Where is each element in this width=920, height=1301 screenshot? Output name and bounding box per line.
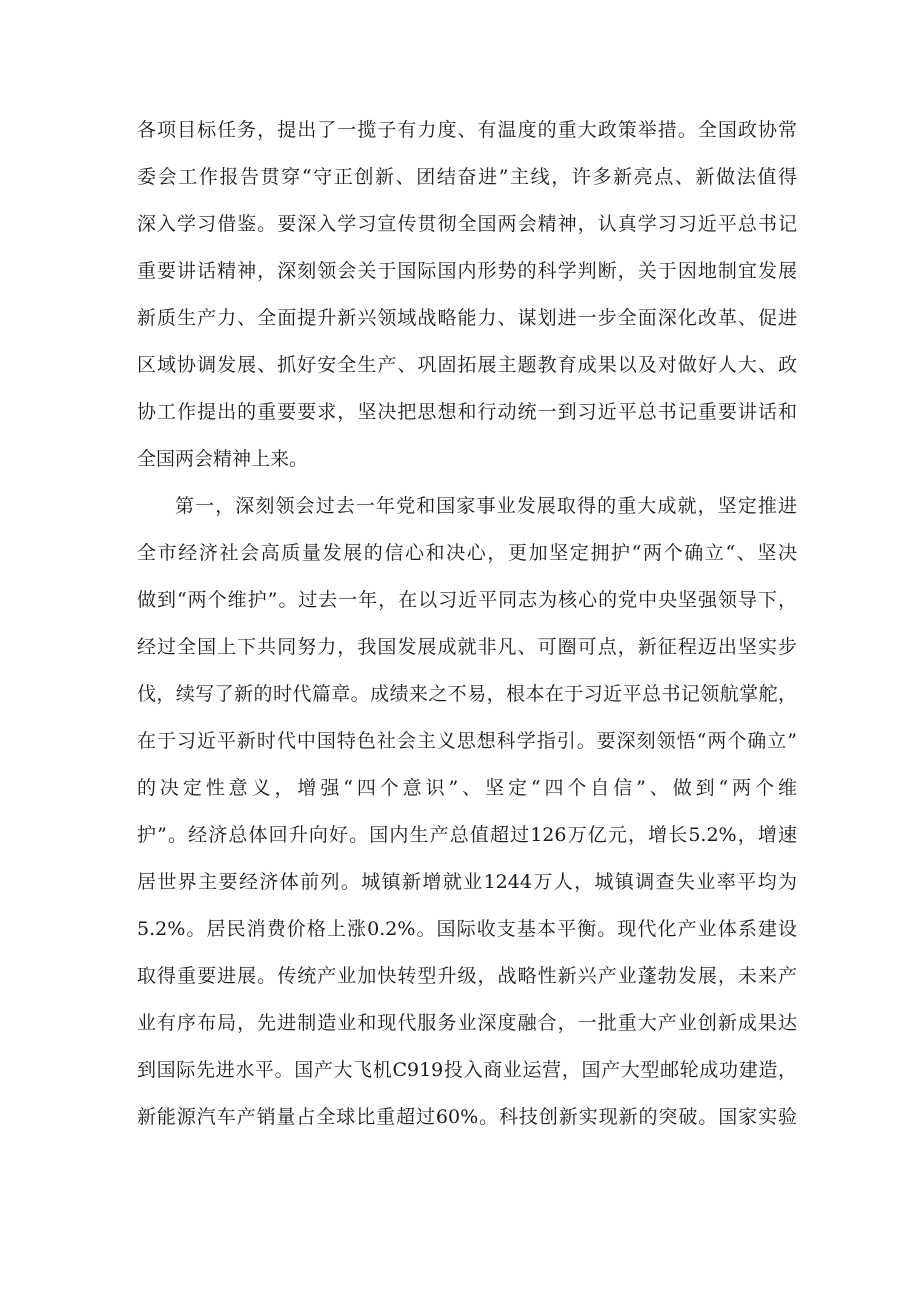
text-line: 第一，深刻领会过去一年党和国家事业发展取得的重大成就，坚定推进 — [175, 495, 797, 517]
text-line: 到国际先进水平。国产大飞机C919投入商业运营，国产大型邮轮成功建造， — [137, 1059, 797, 1081]
text-line: 业有序布局，先进制造业和现代服务业深度融合，一批重大产业创新成果达 — [137, 1012, 797, 1034]
text-line: 经过全国上下共同努力，我国发展成就非凡、可圈可点，新征程迈出坚实步 — [137, 636, 797, 658]
text-line: 伐，续写了新的时代篇章。成绩来之不易，根本在于习近平总书记领航掌舵， — [137, 683, 797, 705]
text-line: 全国两会精神上来。 — [137, 448, 309, 470]
text-line: 新质生产力、全面提升新兴领域战略能力、谋划进一步全面深化改革、促进 — [137, 307, 797, 329]
text-line: 5.2%。居民消费价格上涨0.2%。国际收支基本平衡。现代化产业体系建设 — [137, 918, 797, 940]
text-line: 深入学习借鉴。要深入学习宣传贯彻全国两会精神，认真学习习近平总书记 — [137, 213, 797, 235]
text-line: 的决定性意义，增强“四个意识”、坚定“四个自信”、做到“两个维 — [137, 777, 797, 799]
paragraph-1 — [137, 107, 797, 483]
body-text — [137, 107, 797, 1141]
text-line: 重要讲话精神，深刻领会关于国际国内形势的科学判断，关于因地制宜发展 — [137, 260, 797, 282]
text-line: 全市经济社会高质量发展的信心和决心，更加坚定拥护“两个确立“、坚决 — [137, 542, 797, 564]
text-line: 在于习近平新时代中国特色社会主义思想科学指引。要深刻领悟“两个确立” — [137, 730, 797, 752]
text-line: 区域协调发展、抓好安全生产、巩固拓展主题教育成果以及对做好人大、政 — [137, 354, 797, 376]
text-line: 居世界主要经济体前列。城镇新增就业1244万人，城镇调查失业率平均为 — [137, 871, 797, 893]
text-line: 各项目标任务，提出了一揽子有力度、有温度的重大政策举措。全国政协常 — [137, 119, 797, 141]
text-line: 协工作提出的重要要求，坚决把思想和行动统一到习近平总书记重要讲话和 — [137, 401, 797, 423]
text-line: 委会工作报告贯穿“守正创新、团结奋进”主线，许多新亮点、新做法值得 — [137, 166, 797, 188]
text-line: 取得重要进展。传统产业加快转型升级，战略性新兴产业蓬勃发展，未来产 — [137, 965, 797, 987]
text-line: 新能源汽车产销量占全球比重超过60%。科技创新实现新的突破。国家实验 — [137, 1106, 797, 1128]
paragraph-2 — [137, 483, 797, 1141]
text-line: 护”。经济总体回升向好。国内生产总值超过126万亿元，增长5.2%，增速 — [137, 824, 797, 846]
text-line: 做到“两个维护”。过去一年，在以习近平同志为核心的党中央坚强领导下， — [137, 589, 797, 611]
